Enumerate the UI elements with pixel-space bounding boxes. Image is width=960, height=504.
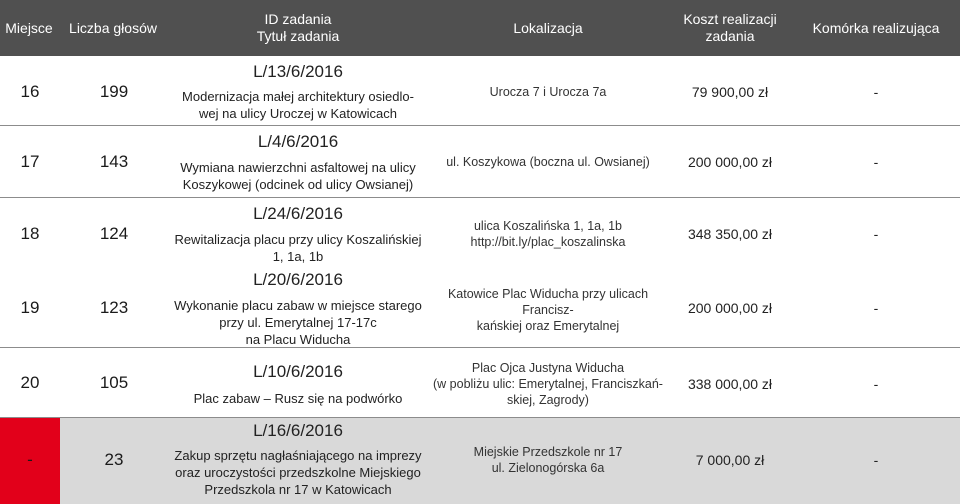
task-title: [168, 230, 428, 266]
header-votes: Liczba głosów: [69, 19, 157, 36]
location-line: (w pobliżu ulic: Emerytalnej, Franciszkań-: [433, 377, 663, 391]
cost-cell: 200 000,00 zł: [687, 300, 773, 316]
title-line: Wymiana nawierzchni asfaltowej na ulicy: [180, 160, 416, 175]
location-cell: ul. Koszykowa (boczna ul. Owsianej): [446, 155, 650, 169]
location-line: kańskiej oraz Emerytalnej: [476, 319, 620, 333]
cost-cell: 200 000,00 zł: [687, 154, 773, 170]
row-divider: [0, 347, 960, 348]
place-cell: 16: [20, 82, 40, 101]
task-title: [168, 296, 428, 348]
task-title: [168, 87, 428, 123]
place-cell: -: [27, 450, 33, 469]
votes-cell: 123: [99, 298, 129, 317]
unit-cell: -: [873, 84, 879, 100]
location-line: Katowice Plac Widucha przy ulicach Francisz-: [447, 287, 649, 317]
unit-cell: -: [873, 154, 879, 170]
title-line: oraz uroczystości przedszkolne Miejskiego: [175, 464, 421, 480]
place-cell: 19: [20, 298, 40, 317]
row-divider: [0, 125, 960, 126]
location-cell: [428, 442, 668, 478]
header-place: Miejsce: [5, 19, 53, 36]
header-cost-line1: Koszt realizacji: [683, 11, 777, 27]
header-location: Lokalizacja: [513, 19, 583, 36]
table-header: [0, 0, 960, 56]
title-line: Koszykowej (odcinek od ulicy Owsianej): [182, 177, 414, 192]
location-cell: [428, 287, 668, 333]
task-id: L/16/6/2016: [253, 421, 343, 440]
title-line: Modernizacja małej architektury osiedlo-: [182, 89, 414, 104]
location-line: Miejskie Przedszkole nr 17: [473, 445, 623, 459]
task-title: [168, 446, 428, 498]
header-title: Tytuł zadania: [256, 28, 340, 44]
cost-cell: 7 000,00 zł: [695, 452, 765, 468]
location-line: ul. Zielonogórska 6a: [491, 461, 605, 475]
title-line: na Placu Widucha: [245, 331, 351, 347]
header-cost: [668, 0, 792, 56]
votes-cell: 199: [99, 82, 129, 101]
header-cost-line2: zadania: [705, 28, 755, 44]
task-id: L/24/6/2016: [253, 204, 343, 223]
title-line: przy ul. Emerytalnej 17-17c: [219, 314, 377, 330]
task-title: Plac zabaw – Rusz się na podwórko: [193, 390, 403, 406]
votes-cell: 23: [104, 450, 124, 469]
title-line: Przedszkola nr 17 w Katowicach: [204, 481, 392, 497]
row-divider: [0, 417, 960, 418]
votes-cell: 105: [99, 373, 129, 392]
unit-cell: -: [873, 376, 879, 392]
title-line: Rewitalizacja placu przy ulicy Koszalińskiej: [174, 232, 422, 247]
votes-cell: 124: [99, 224, 129, 243]
task-id: L/4/6/2016: [257, 132, 339, 151]
header-unit: Komórka realizująca: [812, 19, 940, 36]
title-line: wej na ulicy Uroczej w Katowicach: [199, 106, 397, 121]
title-line: 1, 1a, 1b: [272, 249, 324, 264]
location-line: Plac Ojca Justyna Widucha: [471, 361, 625, 375]
unit-cell: -: [873, 300, 879, 316]
header-id: ID zadania: [264, 11, 332, 27]
task-id: L/20/6/2016: [253, 270, 343, 289]
cost-cell: 348 350,00 zł: [687, 226, 773, 242]
title-line: Zakup sprzętu nagłaśniającego na imprezy: [174, 447, 422, 463]
row-divider: [0, 197, 960, 198]
location-line: ulica Koszalińska 1, 1a, 1b: [473, 219, 622, 233]
cost-cell: 338 000,00 zł: [687, 376, 773, 392]
title-line: Wykonanie placu zabaw w miejsce starego: [174, 297, 422, 313]
place-cell: 17: [20, 152, 40, 171]
location-link[interactable]: http://bit.ly/plac_koszalinska: [470, 235, 626, 249]
task-title: [168, 158, 428, 194]
task-id: L/13/6/2016: [253, 62, 343, 81]
place-cell: 20: [20, 373, 40, 392]
location-cell: [428, 358, 668, 410]
header-id-title: [168, 0, 428, 56]
unit-cell: -: [873, 452, 879, 468]
place-cell: 18: [20, 224, 40, 243]
cost-cell: 79 900,00 zł: [691, 84, 769, 100]
task-id: L/10/6/2016: [253, 362, 343, 381]
votes-cell: 143: [99, 152, 129, 171]
location-cell: [428, 216, 668, 252]
location-cell: Urocza 7 i Urocza 7a: [489, 85, 607, 99]
location-line: skiej, Zagrody): [507, 393, 589, 407]
unit-cell: -: [873, 226, 879, 242]
